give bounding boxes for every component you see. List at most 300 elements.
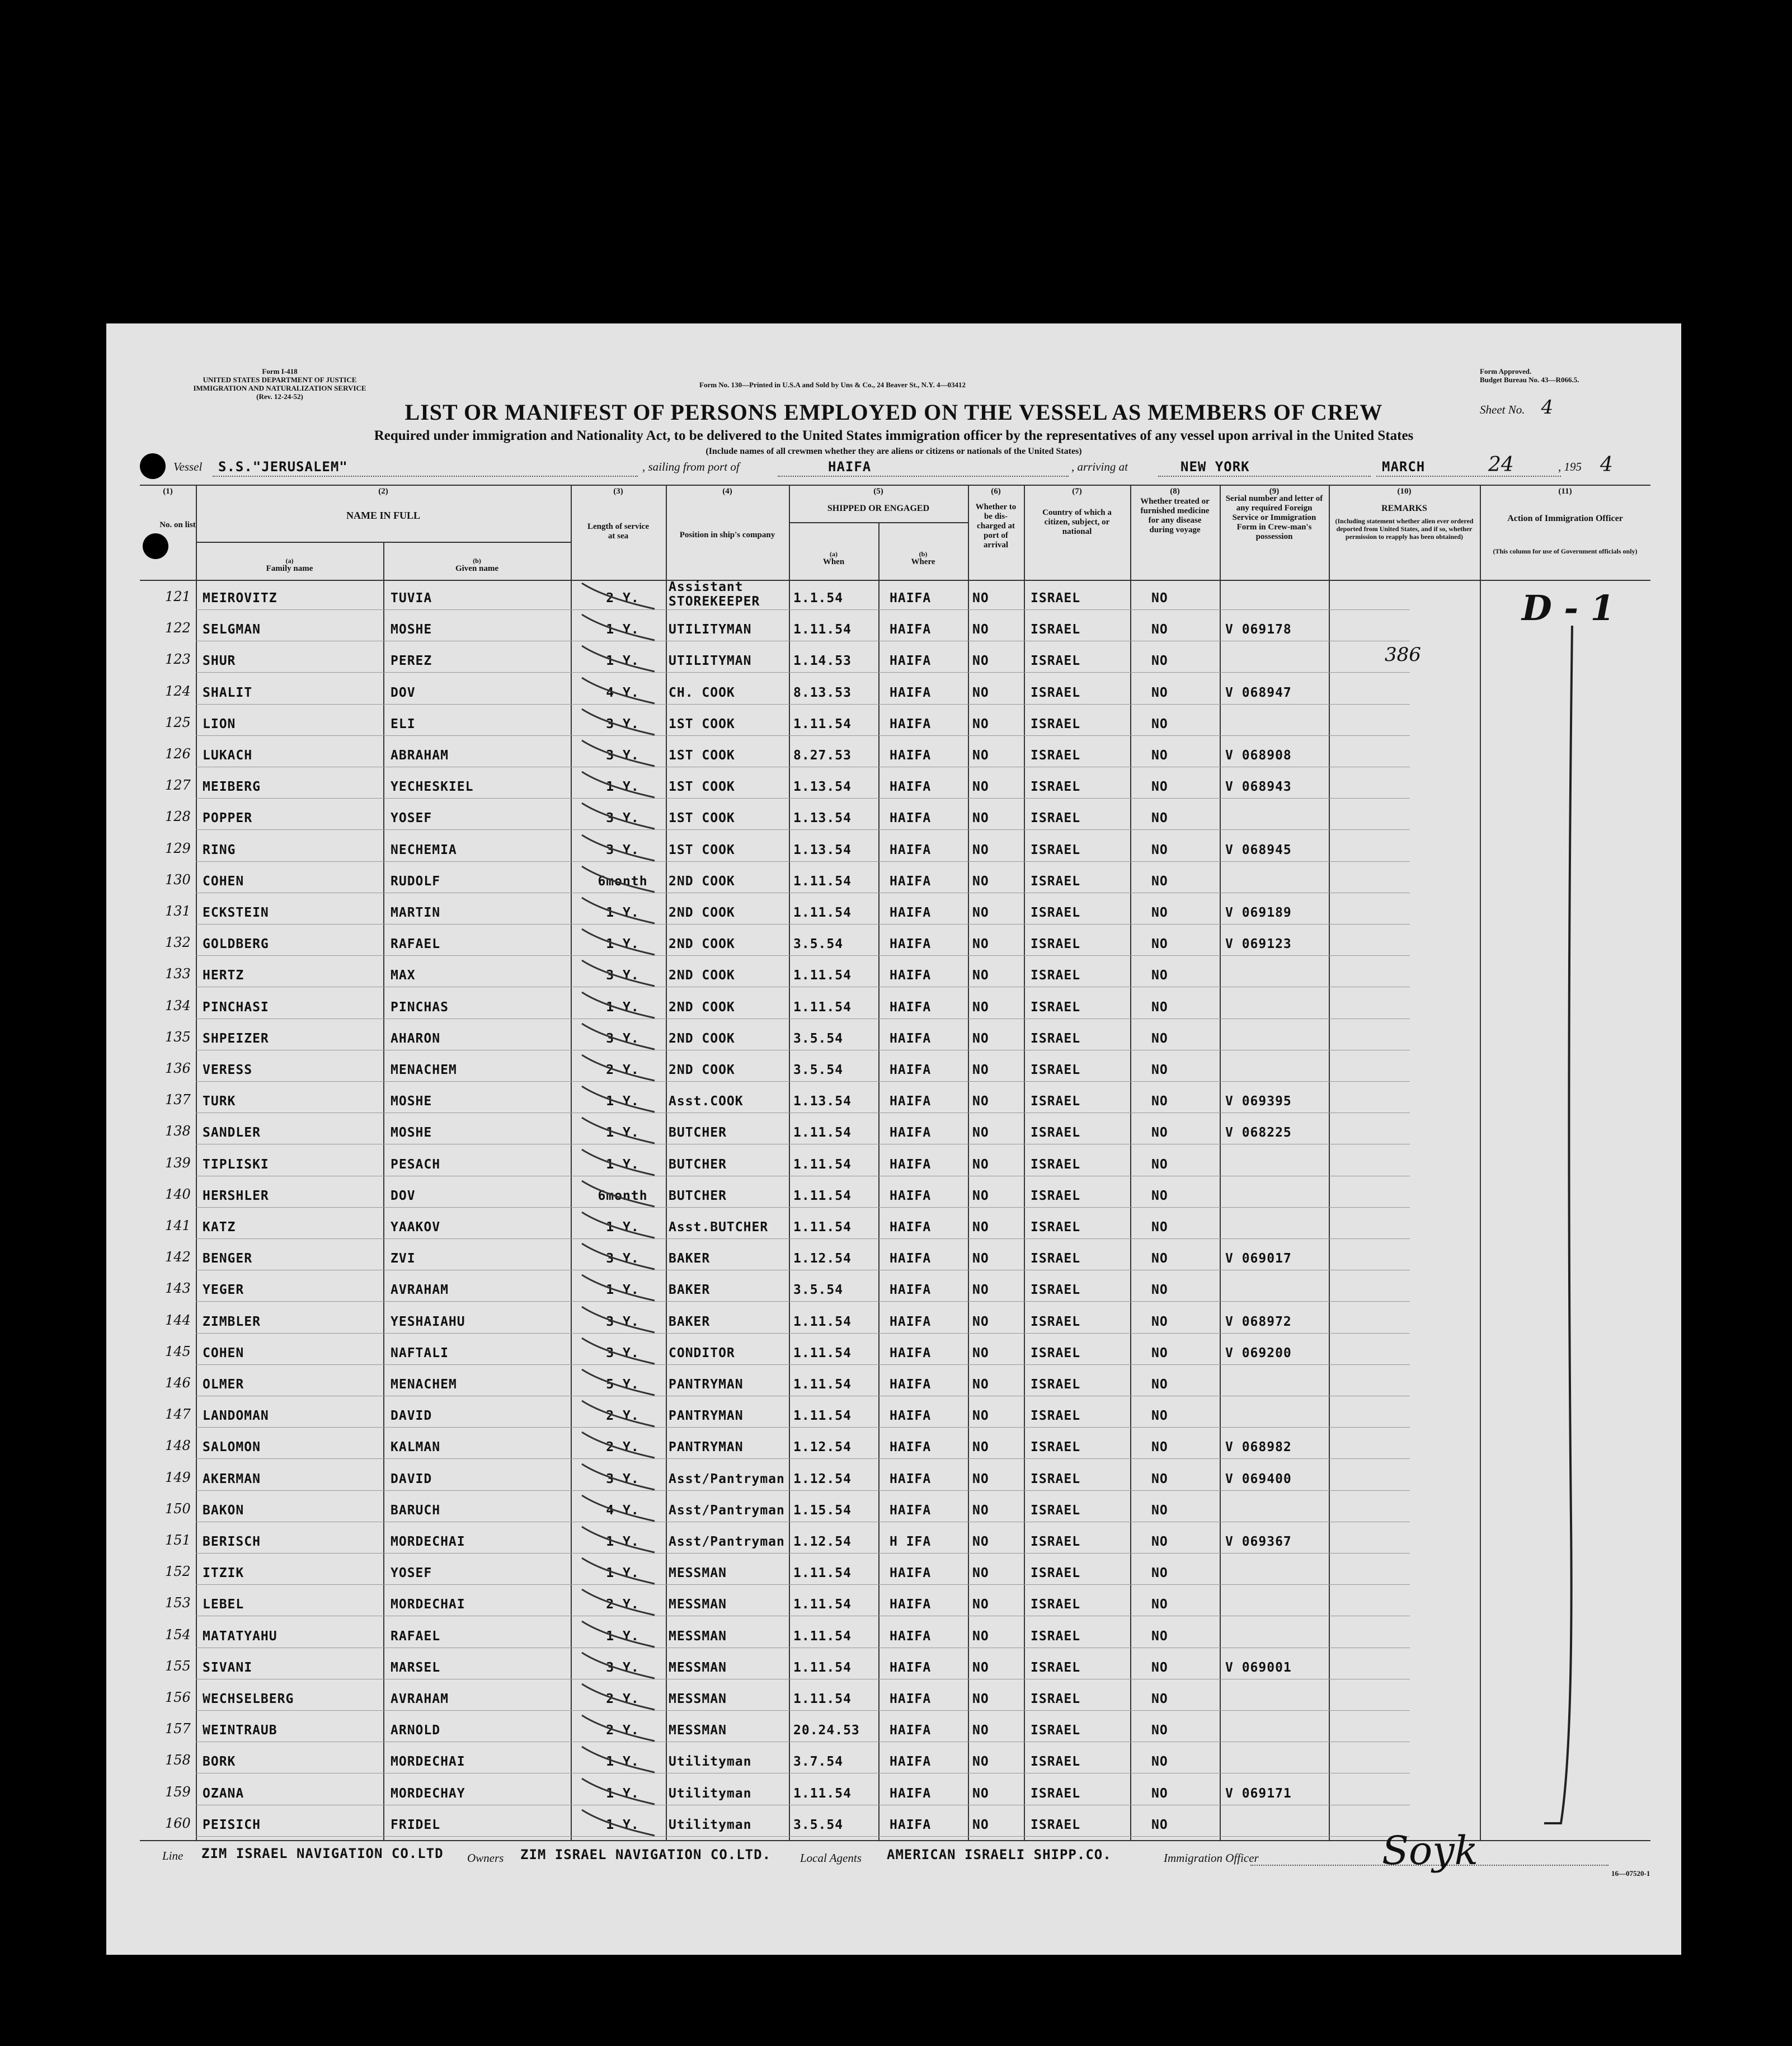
given-name-cell: ABRAHAM xyxy=(391,748,449,763)
discharged-cell: NO xyxy=(972,748,989,763)
given-name-cell: YAAKOV xyxy=(391,1220,441,1235)
length-cell: 1 Y. xyxy=(606,1534,639,1549)
medicine-cell: NO xyxy=(1151,1566,1168,1581)
discharged-cell: NO xyxy=(972,1692,989,1706)
country-cell: ISRAEL xyxy=(1031,937,1081,952)
serial-cell: V 068945 xyxy=(1225,842,1292,857)
country-cell: ISRAEL xyxy=(1031,968,1081,983)
table-row xyxy=(106,1304,1681,1336)
length-check-mark xyxy=(571,1713,666,1744)
shipped-when-cell: 1.13.54 xyxy=(793,1094,852,1109)
length-cell: 1 Y. xyxy=(606,999,639,1015)
discharged-cell: NO xyxy=(972,1786,989,1801)
remark-annotation: 386 xyxy=(1385,644,1421,666)
table-row xyxy=(106,1493,1681,1524)
length-check-mark xyxy=(571,958,666,989)
discharged-cell: NO xyxy=(972,622,989,637)
position-cell: 2ND COOK xyxy=(669,968,735,983)
discharged-cell: NO xyxy=(972,905,989,920)
shipped-where-cell: HAIFA xyxy=(890,1597,932,1612)
form-subtitle: Required under immigration and Nationality Act, to be delivered to the United States immigration officer by the representatives of any vessel upon arrival in the United States xyxy=(374,428,1414,443)
discharged-cell: NO xyxy=(972,1440,989,1455)
arrival-month: MARCH xyxy=(1382,459,1426,475)
family-name-cell: LUKACH xyxy=(203,748,253,763)
length-check-mark xyxy=(571,833,666,864)
given-name-cell: PESACH xyxy=(391,1157,441,1172)
country-cell: ISRAEL xyxy=(1031,748,1081,763)
family-name-cell: GOLDBERG xyxy=(203,937,269,952)
shipped-where-cell: HAIFA xyxy=(890,874,932,889)
country-cell: ISRAEL xyxy=(1031,905,1081,920)
shipped-when-cell: 1.11.54 xyxy=(793,1188,852,1203)
row-number-cell: 124 xyxy=(165,683,191,699)
position-cell: MESSMAN xyxy=(669,1692,727,1706)
agents-value: AMERICAN ISRAELI SHIPP.CO. xyxy=(887,1847,1112,1862)
row-number-cell: 160 xyxy=(165,1815,191,1831)
discharged-cell: NO xyxy=(972,874,989,889)
row-number-cell: 122 xyxy=(165,620,191,636)
shipped-where-cell: HAIFA xyxy=(890,905,932,920)
table-row xyxy=(106,895,1681,927)
shipped-when-cell: 3.7.54 xyxy=(793,1754,844,1770)
length-check-mark xyxy=(571,801,666,832)
shipped-when-cell: 3.5.54 xyxy=(793,1031,844,1046)
shipped-when-cell: 1.11.54 xyxy=(793,716,852,731)
medicine-cell: NO xyxy=(1151,1409,1168,1424)
row-number-cell: 133 xyxy=(165,966,191,982)
medicine-cell: NO xyxy=(1151,1125,1168,1141)
medicine-cell: NO xyxy=(1151,1094,1168,1109)
position-cell: Utilityman xyxy=(669,1786,752,1801)
length-cell: 3 Y. xyxy=(606,1345,639,1360)
length-check-mark xyxy=(571,1682,666,1713)
family-name-cell: OLMER xyxy=(203,1377,244,1392)
row-number-cell: 138 xyxy=(165,1123,191,1139)
discharged-cell: NO xyxy=(972,780,989,795)
position-cell: MESSMAN xyxy=(669,1629,727,1644)
country-cell: ISRAEL xyxy=(1031,842,1081,857)
length-check-mark xyxy=(571,1556,666,1587)
length-strike-mark xyxy=(107,609,191,610)
discharged-cell: NO xyxy=(972,1723,989,1738)
given-name-cell: AHARON xyxy=(391,1031,441,1046)
approval-line2: Budget Bureau No. 43—R066.5. xyxy=(1480,376,1579,384)
line-value: ZIM ISRAEL NAVIGATION CO.LTD xyxy=(201,1846,444,1861)
shipped-when-cell: 1.11.54 xyxy=(793,905,852,920)
sheet-label: Sheet No. xyxy=(1480,403,1525,416)
medicine-cell: NO xyxy=(1151,1157,1168,1172)
length-check-mark xyxy=(571,1241,666,1273)
length-cell: 1 Y. xyxy=(606,1754,639,1770)
row-number-cell: 121 xyxy=(165,589,191,604)
form-revision: (Rev. 12-24-52) xyxy=(256,392,303,401)
shipped-when-cell: 1.11.54 xyxy=(793,1314,852,1329)
table-row xyxy=(106,769,1681,801)
length-cell: 3 Y. xyxy=(606,1471,639,1486)
given-name-cell: NAFTALI xyxy=(391,1345,449,1360)
position-top-line: Assistant xyxy=(669,580,744,594)
length-check-mark xyxy=(571,1053,666,1084)
discharged-cell: NO xyxy=(972,937,989,952)
shipped-where-cell: HAIFA xyxy=(890,622,932,637)
length-strike-mark xyxy=(107,1301,191,1302)
given-name-cell: KALMAN xyxy=(391,1440,441,1455)
medicine-cell: NO xyxy=(1151,1220,1168,1235)
length-check-mark xyxy=(571,1619,666,1650)
family-name-cell: ITZIK xyxy=(203,1566,244,1581)
length-cell: 1 Y. xyxy=(606,1125,639,1141)
serial-cell: V 069017 xyxy=(1225,1251,1292,1266)
length-cell: 1 Y. xyxy=(606,1283,639,1298)
country-cell: ISRAEL xyxy=(1031,1692,1081,1706)
length-strike-mark xyxy=(107,1521,191,1522)
shipped-when-cell: 1.14.53 xyxy=(793,654,852,669)
shipped-where-cell: HAIFA xyxy=(890,1660,932,1675)
officer-label: Immigration Officer xyxy=(1164,1851,1259,1865)
given-name-cell: MOSHE xyxy=(391,1125,432,1141)
shipped-when-cell: 8.13.53 xyxy=(793,685,852,700)
length-strike-mark xyxy=(107,1710,191,1711)
table-row xyxy=(106,1273,1681,1304)
length-check-mark xyxy=(571,675,666,707)
col-shipped: SHIPPED OR ENGAGED xyxy=(827,504,930,513)
row-number-cell: 139 xyxy=(165,1155,191,1171)
table-row xyxy=(106,1682,1681,1713)
table-row xyxy=(106,1241,1681,1273)
length-cell: 1 Y. xyxy=(606,937,639,952)
shipped-where-cell: HAIFA xyxy=(890,999,932,1015)
country-cell: ISRAEL xyxy=(1031,1440,1081,1455)
table-row xyxy=(106,1021,1681,1053)
discharged-cell: NO xyxy=(972,1220,989,1235)
printer-line: Form No. 130—Printed in U.S.A and Sold by Uns & Co., 24 Beaver St., N.Y. 4—03412 xyxy=(699,381,966,389)
table-row xyxy=(106,1776,1681,1808)
table-row xyxy=(106,612,1681,644)
col-given-letter: (b) xyxy=(473,557,481,565)
medicine-cell: NO xyxy=(1151,1314,1168,1329)
length-strike-mark xyxy=(107,861,191,862)
discharged-cell: NO xyxy=(972,1157,989,1172)
table-row xyxy=(106,1210,1681,1241)
family-name-cell: PINCHASI xyxy=(203,999,269,1015)
manifest-sheet xyxy=(106,323,1681,1955)
country-cell: ISRAEL xyxy=(1031,1251,1081,1266)
length-cell: 3 Y. xyxy=(606,968,639,983)
position-cell: CH. COOK xyxy=(669,685,735,700)
row-number-cell: 158 xyxy=(165,1752,191,1768)
country-cell: ISRAEL xyxy=(1031,716,1081,731)
col-action-note: (This column for use of Government officials only) xyxy=(1493,547,1638,555)
medicine-cell: NO xyxy=(1151,1251,1168,1266)
shipped-where-cell: HAIFA xyxy=(890,1471,932,1486)
shipped-when-cell: 1.12.54 xyxy=(793,1534,852,1549)
position-cell: 1ST COOK xyxy=(669,716,735,731)
discharged-cell: NO xyxy=(972,1125,989,1141)
medicine-cell: NO xyxy=(1151,1692,1168,1706)
shipped-where-cell: HAIFA xyxy=(890,968,932,983)
discharged-cell: NO xyxy=(972,1314,989,1329)
position-cell: PANTRYMAN xyxy=(669,1377,744,1392)
col-serial: Serial number and letter of any required Foreign Service or Immigration Form in Crew-man's possession xyxy=(1225,494,1323,541)
length-cell: 1 Y. xyxy=(606,780,639,795)
length-strike-mark xyxy=(107,1112,191,1113)
country-cell: ISRAEL xyxy=(1031,1817,1081,1832)
length-cell: 6month xyxy=(598,1188,648,1203)
medicine-cell: NO xyxy=(1151,748,1168,763)
family-name-cell: BAKON xyxy=(203,1503,244,1518)
medicine-cell: NO xyxy=(1151,1660,1168,1675)
medicine-cell: NO xyxy=(1151,1503,1168,1518)
shipped-where-cell: HAIFA xyxy=(890,1786,932,1801)
length-check-mark xyxy=(571,895,666,927)
length-check-mark xyxy=(571,1210,666,1241)
approval-line1: Form Approved. xyxy=(1480,367,1532,376)
length-check-mark xyxy=(571,1399,666,1430)
length-strike-mark xyxy=(107,1364,191,1365)
shipped-when-cell: 1.11.54 xyxy=(793,1660,852,1675)
length-strike-mark xyxy=(107,1458,191,1460)
given-name-cell: MORDECHAI xyxy=(391,1597,465,1612)
discharged-cell: NO xyxy=(972,1660,989,1675)
row-number-cell: 136 xyxy=(165,1060,191,1076)
shipped-where-cell: HAIFA xyxy=(890,1503,932,1518)
row-number-cell: 156 xyxy=(165,1690,191,1705)
table-row xyxy=(106,1650,1681,1682)
shipped-when-cell: 1.15.54 xyxy=(793,1503,852,1518)
shipped-where-cell: HAIFA xyxy=(890,1723,932,1738)
medicine-cell: NO xyxy=(1151,905,1168,920)
position-cell: MESSMAN xyxy=(669,1597,727,1612)
row-number-cell: 130 xyxy=(165,871,191,888)
shipped-when-cell: 1.11.54 xyxy=(793,1220,852,1235)
shipped-when-cell: 1.11.54 xyxy=(793,1377,852,1392)
country-cell: ISRAEL xyxy=(1031,1188,1081,1203)
length-check-mark xyxy=(571,707,666,738)
given-name-cell: PEREZ xyxy=(391,654,432,669)
shipped-where-cell: HAIFA xyxy=(890,1566,932,1581)
serial-cell: V 069123 xyxy=(1225,937,1292,952)
length-cell: 1 Y. xyxy=(606,1817,639,1832)
family-name-cell: OZANA xyxy=(203,1786,244,1801)
length-check-mark xyxy=(571,1147,666,1179)
length-check-mark xyxy=(571,738,666,769)
length-check-mark xyxy=(571,1462,666,1493)
row-number-cell: 125 xyxy=(165,714,191,730)
country-cell: ISRAEL xyxy=(1031,1471,1081,1486)
shipped-when-cell: 1.11.54 xyxy=(793,1786,852,1801)
shipped-where-cell: HAIFA xyxy=(890,1157,932,1172)
shipped-where-cell: HAIFA xyxy=(890,716,932,731)
position-cell: 1ST COOK xyxy=(669,780,735,795)
shipped-when-cell: 20.24.53 xyxy=(793,1723,860,1738)
medicine-cell: NO xyxy=(1151,716,1168,731)
discharged-cell: NO xyxy=(972,842,989,857)
given-name-cell: MORDECHAY xyxy=(391,1786,465,1801)
shipped-where-cell: HAIFA xyxy=(890,748,932,763)
form-title: LIST OR MANIFEST OF PERSONS EMPLOYED ON THE VESSEL AS MEMBERS OF CREW xyxy=(405,400,1383,425)
row-number-cell: 146 xyxy=(165,1375,191,1391)
row-number-cell: 143 xyxy=(165,1280,191,1297)
row-number-cell: 134 xyxy=(165,997,191,1013)
col-family-name: Family name xyxy=(266,564,313,573)
colnum-10: (10) xyxy=(1397,487,1412,496)
length-strike-mark xyxy=(107,797,191,799)
given-name-cell: DOV xyxy=(391,1188,416,1203)
action-mark: D - 1 xyxy=(1522,588,1615,628)
country-cell: ISRAEL xyxy=(1031,654,1081,669)
length-cell: 2 Y. xyxy=(606,1723,639,1738)
country-cell: ISRAEL xyxy=(1031,591,1081,606)
family-name-cell: WECHSELBERG xyxy=(203,1692,294,1706)
family-name-cell: SALOMON xyxy=(203,1440,261,1455)
row-number-cell: 123 xyxy=(165,651,191,668)
medicine-cell: NO xyxy=(1151,622,1168,637)
row-number-cell: 137 xyxy=(165,1092,191,1108)
row-number-cell: 144 xyxy=(165,1312,191,1328)
length-check-mark xyxy=(571,1336,666,1367)
country-cell: ISRAEL xyxy=(1031,999,1081,1015)
table-row xyxy=(106,1556,1681,1587)
col-name-in-full: NAME IN FULL xyxy=(346,510,420,521)
length-cell: 3 Y. xyxy=(606,1314,639,1329)
discharged-cell: NO xyxy=(972,968,989,983)
sailing-label: , sailing from port of xyxy=(642,460,740,473)
position-cell: Asst.BUTCHER xyxy=(669,1220,769,1235)
medicine-cell: NO xyxy=(1151,1063,1168,1077)
family-name-cell: TURK xyxy=(203,1094,236,1109)
colnum-8: (8) xyxy=(1170,487,1180,496)
length-strike-mark xyxy=(107,1269,191,1270)
col-length: Length of service at sea xyxy=(587,522,649,541)
length-strike-mark xyxy=(107,1584,191,1585)
year-prefix: , 195 xyxy=(1558,460,1582,473)
length-strike-mark xyxy=(107,923,191,925)
shipped-when-cell: 1.1.54 xyxy=(793,591,844,606)
country-cell: ISRAEL xyxy=(1031,1503,1081,1518)
given-name-cell: MENACHEM xyxy=(391,1063,457,1077)
given-name-cell: YESHAIAHU xyxy=(391,1314,465,1329)
given-name-cell: AVRAHAM xyxy=(391,1692,449,1706)
length-cell: 1 Y. xyxy=(606,1566,639,1581)
given-name-cell: MARSEL xyxy=(391,1660,441,1675)
position-cell: BAKER xyxy=(669,1283,711,1298)
length-check-mark xyxy=(571,1587,666,1618)
port-to: NEW YORK xyxy=(1180,459,1250,475)
table-row xyxy=(106,1713,1681,1744)
colnum-4: (4) xyxy=(722,487,732,496)
length-cell: 2 Y. xyxy=(606,1597,639,1612)
given-name-cell: RAFAEL xyxy=(391,937,441,952)
vessel-label: Vessel xyxy=(173,460,203,473)
family-name-cell: BORK xyxy=(203,1754,236,1770)
family-name-cell: ZIMBLER xyxy=(203,1314,261,1329)
position-cell: BUTCHER xyxy=(669,1125,727,1141)
length-cell: 3 Y. xyxy=(606,811,639,826)
row-number-cell: 151 xyxy=(165,1532,191,1548)
medicine-cell: NO xyxy=(1151,811,1168,826)
length-cell: 3 Y. xyxy=(606,1031,639,1046)
position-cell: 2ND COOK xyxy=(669,874,735,889)
row-number-cell: 141 xyxy=(165,1218,191,1233)
shipped-where-cell: HAIFA xyxy=(890,591,932,606)
length-cell: 2 Y. xyxy=(606,1692,639,1706)
position-cell: Asst/Pantryman xyxy=(669,1503,785,1518)
given-name-cell: TUVIA xyxy=(391,591,432,606)
country-cell: ISRAEL xyxy=(1031,1754,1081,1770)
position-cell: Asst/Pantryman xyxy=(669,1534,785,1549)
position-cell: UTILITYMAN xyxy=(669,622,752,637)
row-number-cell: 149 xyxy=(165,1469,191,1485)
length-check-mark xyxy=(571,1367,666,1399)
length-strike-mark xyxy=(107,1081,191,1082)
length-cell: 3 Y. xyxy=(606,716,639,731)
length-strike-mark xyxy=(107,1395,191,1396)
table-row xyxy=(106,707,1681,738)
col-discharged: Whether to be dis-charged at port of arrival xyxy=(975,503,1017,550)
row-number-cell: 131 xyxy=(165,903,191,919)
length-cell: 2 Y. xyxy=(606,1409,639,1424)
shipped-where-cell: HAIFA xyxy=(890,1283,932,1298)
punch-hole xyxy=(143,533,168,559)
length-strike-mark xyxy=(107,1426,191,1428)
family-name-cell: BENGER xyxy=(203,1251,253,1266)
medicine-cell: NO xyxy=(1151,1031,1168,1046)
position-cell: Utilityman xyxy=(669,1754,752,1770)
country-cell: ISRAEL xyxy=(1031,1597,1081,1612)
shipped-where-cell: HAIFA xyxy=(890,1125,932,1141)
length-cell: 3 Y. xyxy=(606,1660,639,1675)
col-remarks-note: (Including statement whether alien ever ordered deported from United States, and if so, whether permission to reapply has been obtained) xyxy=(1335,517,1474,541)
col-no-on-list: No. on list xyxy=(159,520,196,529)
row-number-cell: 157 xyxy=(165,1721,191,1737)
table-row xyxy=(106,1147,1681,1179)
discharged-cell: NO xyxy=(972,1031,989,1046)
shipped-when-cell: 3.5.54 xyxy=(793,1817,844,1832)
shipped-where-cell: HAIFA xyxy=(890,780,932,795)
discharged-cell: NO xyxy=(972,1345,989,1360)
discharged-cell: NO xyxy=(972,1063,989,1077)
position-cell: Asst/Pantryman xyxy=(669,1471,785,1486)
family-name-cell: SELGMAN xyxy=(203,622,261,637)
footer xyxy=(162,1828,1673,1878)
form-code: 16—07520-1 xyxy=(1611,1869,1650,1878)
row-number-cell: 135 xyxy=(165,1029,191,1045)
length-check-mark xyxy=(571,1493,666,1524)
table-row xyxy=(106,1367,1681,1399)
medicine-cell: NO xyxy=(1151,968,1168,983)
discharged-cell: NO xyxy=(972,1503,989,1518)
length-strike-mark xyxy=(107,1773,191,1774)
country-cell: ISRAEL xyxy=(1031,1345,1081,1360)
form-number: Form I-418 xyxy=(262,367,298,376)
discharged-cell: NO xyxy=(972,685,989,700)
length-cell: 3 Y. xyxy=(606,842,639,857)
col-where: Where xyxy=(911,557,935,566)
family-name-cell: AKERMAN xyxy=(203,1471,261,1486)
discharged-cell: NO xyxy=(972,1597,989,1612)
length-check-mark xyxy=(571,612,666,644)
length-check-mark xyxy=(571,1524,666,1556)
owners-value: ZIM ISRAEL NAVIGATION CO.LTD. xyxy=(520,1847,772,1862)
table-row xyxy=(106,675,1681,707)
family-name-cell: COHEN xyxy=(203,1345,244,1360)
medicine-cell: NO xyxy=(1151,937,1168,952)
length-cell: 2 Y. xyxy=(606,1440,639,1455)
family-name-cell: LEBEL xyxy=(203,1597,244,1612)
country-cell: ISRAEL xyxy=(1031,1723,1081,1738)
row-number-cell: 155 xyxy=(165,1658,191,1674)
serial-cell: V 069178 xyxy=(1225,622,1292,637)
